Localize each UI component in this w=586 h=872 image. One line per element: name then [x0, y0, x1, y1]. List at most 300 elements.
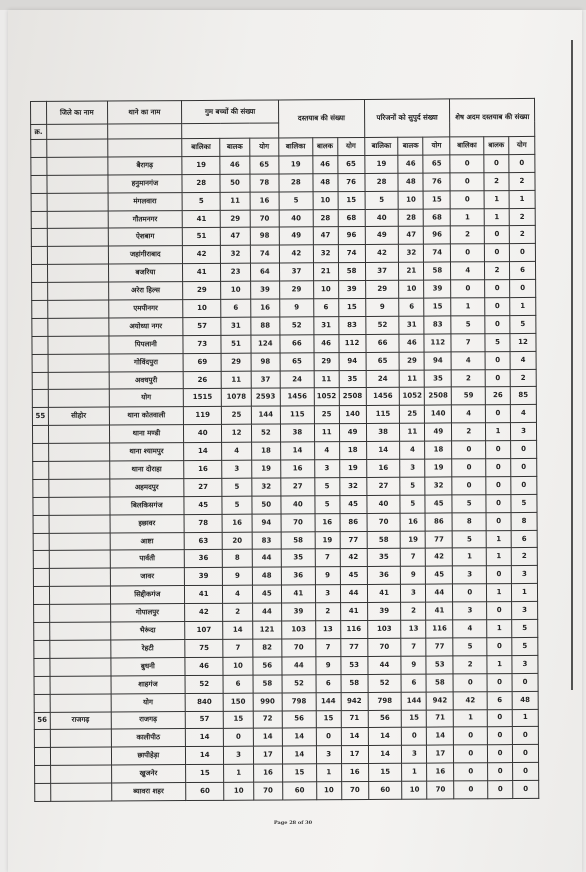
cell-value: 4 [400, 441, 425, 459]
cell-sr [31, 193, 47, 211]
cell-value: 47 [399, 227, 424, 245]
cell-value: 0 [453, 673, 487, 691]
cell-value: 5 [279, 191, 313, 209]
cell-value: 9 [280, 299, 314, 317]
cell-value: 3 [224, 746, 253, 764]
cell-value: 76 [338, 173, 365, 191]
cell-value: 840 [185, 693, 223, 711]
cell-value: 15 [423, 191, 450, 209]
cell-value: 5 [512, 637, 538, 655]
cell-district [50, 729, 111, 747]
cell-value: 70 [253, 782, 282, 800]
cell-value: 15 [424, 298, 451, 316]
cell-value: 83 [252, 532, 281, 550]
cell-value: 65 [250, 156, 279, 174]
cell-station: बैरागढ़ [107, 156, 182, 174]
cell-district [48, 372, 109, 390]
cell-sr [32, 265, 48, 283]
cell-value: 69 [183, 353, 221, 371]
cell-value: 15 [402, 710, 427, 728]
cell-value: 0 [488, 745, 513, 763]
cell-value: 0 [487, 727, 512, 745]
cell-value: 990 [253, 693, 282, 711]
cell-value: 44 [368, 656, 402, 674]
cell-station: योग [109, 389, 184, 407]
cell-district [47, 246, 108, 264]
cell-value: 40 [184, 425, 222, 443]
cell-value: 2 [509, 208, 535, 226]
cell-value: 10 [313, 281, 338, 299]
cell-value: 14 [282, 728, 316, 746]
cell-value: 14 [282, 746, 316, 764]
cell-value: 40 [367, 495, 401, 513]
cell-value: 0 [453, 584, 487, 602]
subheader-boys: बालक [484, 137, 509, 155]
cell-station: पार्वती [110, 550, 185, 568]
cell-station: अयोध्या नगर [108, 317, 183, 335]
cell-value: 12 [222, 424, 251, 442]
cell-value: 28 [399, 209, 424, 227]
cell-value: 77 [426, 638, 453, 656]
cell-value: 56 [253, 657, 282, 675]
header-handed: परिजनों को सुपुर्द संख्या [364, 99, 450, 138]
cell-value: 1 [486, 548, 511, 566]
cell-value: 3 [511, 566, 537, 584]
cell-district [47, 264, 108, 282]
cell-value: 41 [185, 586, 223, 604]
cell-value: 58 [426, 674, 453, 692]
subheader-girls: बालिका [364, 137, 398, 155]
cell-value: 119 [183, 407, 221, 425]
header-sr-blank [31, 101, 47, 124]
cell-station: अरेरा हिल्स [108, 282, 183, 300]
subheader-total: योग [509, 136, 535, 154]
cell-station: भैरूंदा [110, 622, 185, 640]
cell-value: 0 [450, 190, 484, 208]
cell-sr [32, 318, 48, 336]
cell-station: अहमदपुर [109, 478, 184, 496]
cell-value: 32 [313, 245, 338, 263]
cell-value: 103 [367, 620, 401, 638]
cell-district [49, 515, 110, 533]
cell-value: 32 [221, 246, 250, 264]
cell-value: 14 [223, 621, 252, 639]
cell-value: 1052 [400, 388, 425, 406]
header-missing: गुम बच्चों की संख्या [182, 100, 279, 124]
cell-value: 140 [339, 406, 366, 424]
cell-value: 1 [486, 530, 511, 548]
cell-value: 46 [185, 657, 223, 675]
cell-value: 103 [282, 621, 316, 639]
cell-station: थाना मण्डी [109, 425, 184, 443]
cell-value: 32 [399, 244, 424, 262]
cell-value: 1 [486, 423, 511, 441]
cell-value: 4 [451, 351, 485, 369]
cell-value: 15 [338, 191, 365, 209]
cell-value: 14 [185, 729, 223, 747]
cell-district [50, 747, 111, 765]
cell-value: 46 [314, 334, 339, 352]
cell-value: 2 [511, 548, 537, 566]
cell-value: 53 [426, 656, 453, 674]
cell-value: 19 [279, 156, 313, 174]
cell-value: 77 [340, 531, 367, 549]
cell-value: 6 [221, 299, 250, 317]
cell-value: 94 [252, 514, 281, 532]
cell-value: 52 [282, 674, 316, 692]
cell-value: 11 [400, 423, 425, 441]
cell-value: 37 [279, 263, 313, 281]
cell-value: 0 [402, 727, 427, 745]
cell-value: 1 [511, 584, 537, 602]
cell-value: 24 [280, 370, 314, 388]
sub-station [107, 139, 182, 157]
cell-value: 3 [316, 746, 341, 764]
cell-value: 60 [368, 781, 402, 799]
cell-station: खुजनेर [111, 765, 186, 783]
cell-value: 0 [485, 298, 510, 316]
cell-value: 6 [316, 674, 341, 692]
cell-value: 7 [315, 549, 340, 567]
cell-value: 4 [223, 585, 252, 603]
cell-value: 16 [184, 460, 222, 478]
cell-district [48, 443, 109, 461]
cell-value: 86 [425, 513, 452, 531]
cell-value: 5 [315, 495, 340, 513]
cell-value: 68 [423, 208, 450, 226]
cell-value: 5 [452, 530, 486, 548]
cell-value: 51 [182, 228, 220, 246]
cell-value: 78 [250, 174, 279, 192]
cell-value: 82 [252, 639, 281, 657]
cell-value: 0 [488, 763, 513, 781]
cell-value: 86 [340, 513, 367, 531]
cell-value: 75 [185, 639, 223, 657]
cell-station: बिलकिसगंज [110, 496, 185, 514]
cell-value: 46 [398, 155, 423, 173]
cell-value: 45 [340, 567, 367, 585]
cell-district [50, 694, 111, 712]
cell-value: 6 [509, 262, 535, 280]
cell-sr [32, 300, 48, 318]
cell-district: राजगढ़ [50, 712, 111, 730]
cell-value: 0 [454, 727, 488, 745]
cell-value: 9 [401, 566, 426, 584]
cell-value: 42 [453, 691, 487, 709]
cell-district [47, 157, 108, 175]
cell-value: 5 [485, 333, 510, 351]
header-recovered: दस्तयाब की संख्या [278, 99, 364, 138]
cell-value: 36 [367, 567, 401, 585]
sub-sr [31, 139, 47, 157]
cell-value: 2 [485, 262, 510, 280]
cell-district [47, 211, 108, 229]
cell-value: 1 [451, 298, 485, 316]
cell-value: 71 [427, 709, 454, 727]
page-footer: Page 28 of 30 [273, 820, 313, 826]
cell-sr [34, 640, 50, 658]
cell-value: 77 [340, 638, 367, 656]
cell-sr [33, 551, 49, 569]
cell-value: 11 [314, 424, 339, 442]
cell-value: 58 [341, 674, 368, 692]
cell-value: 14 [368, 746, 402, 764]
cell-value: 3 [453, 566, 487, 584]
cell-value: 59 [452, 387, 486, 405]
cell-station: एमपीनगर [108, 300, 183, 318]
cell-district [49, 533, 110, 551]
cell-station: पिपलानी [109, 335, 184, 353]
cell-value: 35 [281, 549, 315, 567]
cell-sr [31, 175, 47, 193]
cell-value: 52 [185, 675, 223, 693]
cell-value: 41 [182, 210, 220, 228]
binding-edge [571, 40, 573, 690]
cell-value: 17 [427, 745, 454, 763]
cell-value: 29 [400, 352, 425, 370]
cell-value: 71 [341, 710, 368, 728]
cell-district [48, 425, 109, 443]
cell-value: 0 [510, 280, 536, 298]
cell-value: 0 [512, 727, 538, 745]
cell-value: 32 [425, 477, 452, 495]
cell-value: 70 [367, 513, 401, 531]
cell-value: 44 [426, 584, 453, 602]
cell-value: 3 [400, 459, 425, 477]
cell-value: 16 [427, 763, 454, 781]
cell-value: 44 [252, 549, 281, 567]
cell-value: 10 [183, 299, 221, 317]
cell-value: 74 [250, 245, 279, 263]
cell-value: 52 [280, 317, 314, 335]
cell-district [47, 228, 108, 246]
cell-value: 1 [487, 620, 512, 638]
subheader-boys: बालक [220, 138, 249, 156]
cell-value: 31 [399, 316, 424, 334]
cell-value: 10 [224, 782, 253, 800]
cell-value: 38 [280, 424, 314, 442]
cell-value: 41 [426, 602, 453, 620]
cell-value: 0 [316, 728, 341, 746]
cell-value: 94 [339, 352, 366, 370]
cell-value: 0 [487, 638, 512, 656]
cell-district [49, 568, 110, 586]
cell-value: 39 [338, 281, 365, 299]
cell-value: 17 [253, 746, 282, 764]
cell-value: 17 [341, 746, 368, 764]
cell-station: ब्यावरा शहर [111, 783, 186, 801]
header-district: जिले का नाम [46, 101, 107, 124]
cell-value: 0 [454, 763, 488, 781]
cell-district [49, 551, 110, 569]
cell-value: 16 [341, 764, 368, 782]
cell-value: 0 [486, 512, 511, 530]
cell-station: सिद्दीकगंज [110, 586, 185, 604]
cell-value: 19 [425, 459, 452, 477]
cell-value: 0 [512, 745, 538, 763]
cell-value: 798 [282, 692, 316, 710]
cell-value: 0 [486, 494, 511, 512]
cell-value: 96 [338, 227, 365, 245]
cell-value: 0 [485, 369, 510, 387]
cell-value: 11 [220, 192, 249, 210]
cell-value: 1 [402, 763, 427, 781]
cell-value: 15 [224, 711, 253, 729]
cell-value: 4 [453, 620, 487, 638]
cell-station: गोपालपुर [110, 604, 185, 622]
cell-value: 29 [314, 352, 339, 370]
cell-district [50, 765, 111, 783]
cell-value: 1 [512, 709, 538, 727]
cell-sr [32, 426, 48, 444]
cell-value: 27 [281, 478, 315, 496]
cell-value: 3 [222, 460, 251, 478]
subheader-boys: बालक [398, 137, 423, 155]
cell-value: 57 [183, 317, 221, 335]
cell-value: 28 [365, 173, 399, 191]
cell-sr [34, 730, 50, 748]
cell-sr [35, 766, 51, 784]
cell-value: 112 [424, 334, 451, 352]
cell-value: 40 [279, 209, 313, 227]
cell-value: 5 [182, 192, 220, 210]
cell-value: 74 [424, 244, 451, 262]
cell-sr [33, 515, 49, 533]
cell-value: 16 [250, 192, 279, 210]
cell-value: 70 [367, 638, 401, 656]
cell-station: अवधपुरी [109, 371, 184, 389]
cell-value: 70 [250, 210, 279, 228]
cell-value: 2 [484, 172, 509, 190]
cell-value: 25 [400, 405, 425, 423]
cell-sr [32, 390, 48, 408]
cell-station: थाना श्यामपुर [109, 443, 184, 461]
cell-value: 2 [509, 172, 535, 190]
cell-value: 52 [365, 316, 399, 334]
cell-value: 26 [183, 371, 221, 389]
cell-value: 20 [223, 532, 252, 550]
subheader-total: योग [423, 137, 450, 155]
cell-value: 46 [220, 156, 249, 174]
cell-value: 8 [452, 512, 486, 530]
cell-value: 42 [185, 603, 223, 621]
cell-station: योग [111, 693, 186, 711]
cell-value: 2 [453, 656, 487, 674]
cell-station: ऐशबाग [108, 228, 183, 246]
cell-value: 19 [339, 459, 366, 477]
cell-value: 66 [366, 334, 400, 352]
cell-value: 116 [340, 620, 367, 638]
cell-value: 9 [401, 656, 426, 674]
cell-station: राजगढ़ [111, 711, 186, 729]
cell-value: 74 [338, 245, 365, 263]
cell-district [48, 461, 109, 479]
cell-district [48, 389, 109, 407]
cell-value: 14 [427, 727, 454, 745]
cell-sr [31, 211, 47, 229]
cell-value: 11 [400, 370, 425, 388]
cell-value: 16 [315, 513, 340, 531]
cell-value: 40 [281, 496, 315, 514]
cell-sr [31, 229, 47, 247]
header-station: थाने का नाम [107, 101, 182, 124]
cell-district [48, 318, 109, 336]
cell-value: 98 [251, 353, 280, 371]
cell-value: 26 [485, 387, 510, 405]
cell-value: 29 [183, 281, 221, 299]
cell-value: 2593 [251, 388, 280, 406]
cell-value: 19 [365, 155, 399, 173]
cell-value: 1078 [222, 389, 251, 407]
cell-value: 58 [424, 262, 451, 280]
cell-value: 44 [340, 585, 367, 603]
cell-value: 41 [281, 585, 315, 603]
cell-value: 46 [399, 334, 424, 352]
cell-value: 58 [367, 531, 401, 549]
cell-station: गौतमनगर [108, 210, 183, 228]
cell-value: 48 [252, 567, 281, 585]
cell-value: 58 [253, 675, 282, 693]
cell-station: इछावर [110, 514, 185, 532]
cell-sr [34, 658, 50, 676]
cell-value: 15 [338, 298, 365, 316]
cell-district [48, 336, 109, 354]
cell-sr [34, 605, 50, 623]
cell-station: शाहगंज [111, 675, 186, 693]
cell-value: 19 [401, 531, 426, 549]
cell-value: 121 [252, 621, 281, 639]
cell-value: 3 [401, 584, 426, 602]
cell-value: 10 [399, 280, 424, 298]
cell-value: 6 [487, 691, 512, 709]
cell-value: 14 [253, 728, 282, 746]
cell-value: 98 [250, 227, 279, 245]
cell-value: 4 [510, 405, 536, 423]
cell-value: 25 [222, 407, 251, 425]
cell-value: 2 [451, 226, 485, 244]
cell-value: 11 [222, 371, 251, 389]
cell-value: 27 [184, 478, 222, 496]
cell-value: 88 [251, 317, 280, 335]
cell-value: 65 [337, 155, 364, 173]
data-table [30, 98, 539, 802]
cell-sr [32, 354, 48, 372]
cell-value: 49 [279, 227, 313, 245]
cell-value: 0 [486, 476, 511, 494]
cell-value: 21 [399, 262, 424, 280]
cell-value: 7 [401, 549, 426, 567]
cell-value: 7 [401, 638, 426, 656]
cell-value: 3 [453, 602, 487, 620]
cell-value: 41 [340, 603, 367, 621]
cell-value: 27 [366, 477, 400, 495]
cell-value: 41 [183, 264, 221, 282]
cell-value: 42 [182, 246, 220, 264]
cell-value: 13 [315, 621, 340, 639]
cell-value: 8 [223, 550, 252, 568]
cell-value: 49 [339, 424, 366, 442]
cell-value: 124 [251, 335, 280, 353]
subheader-girls: बालिका [279, 138, 313, 156]
cell-district [48, 354, 109, 372]
cell-value: 5 [315, 478, 340, 496]
cell-sr [33, 479, 49, 497]
cell-value: 2 [401, 602, 426, 620]
cell-value: 32 [339, 477, 366, 495]
cell-value: 1 [454, 709, 488, 727]
cell-value: 0 [485, 280, 510, 298]
cell-station: गोविंदपुरा [109, 353, 184, 371]
